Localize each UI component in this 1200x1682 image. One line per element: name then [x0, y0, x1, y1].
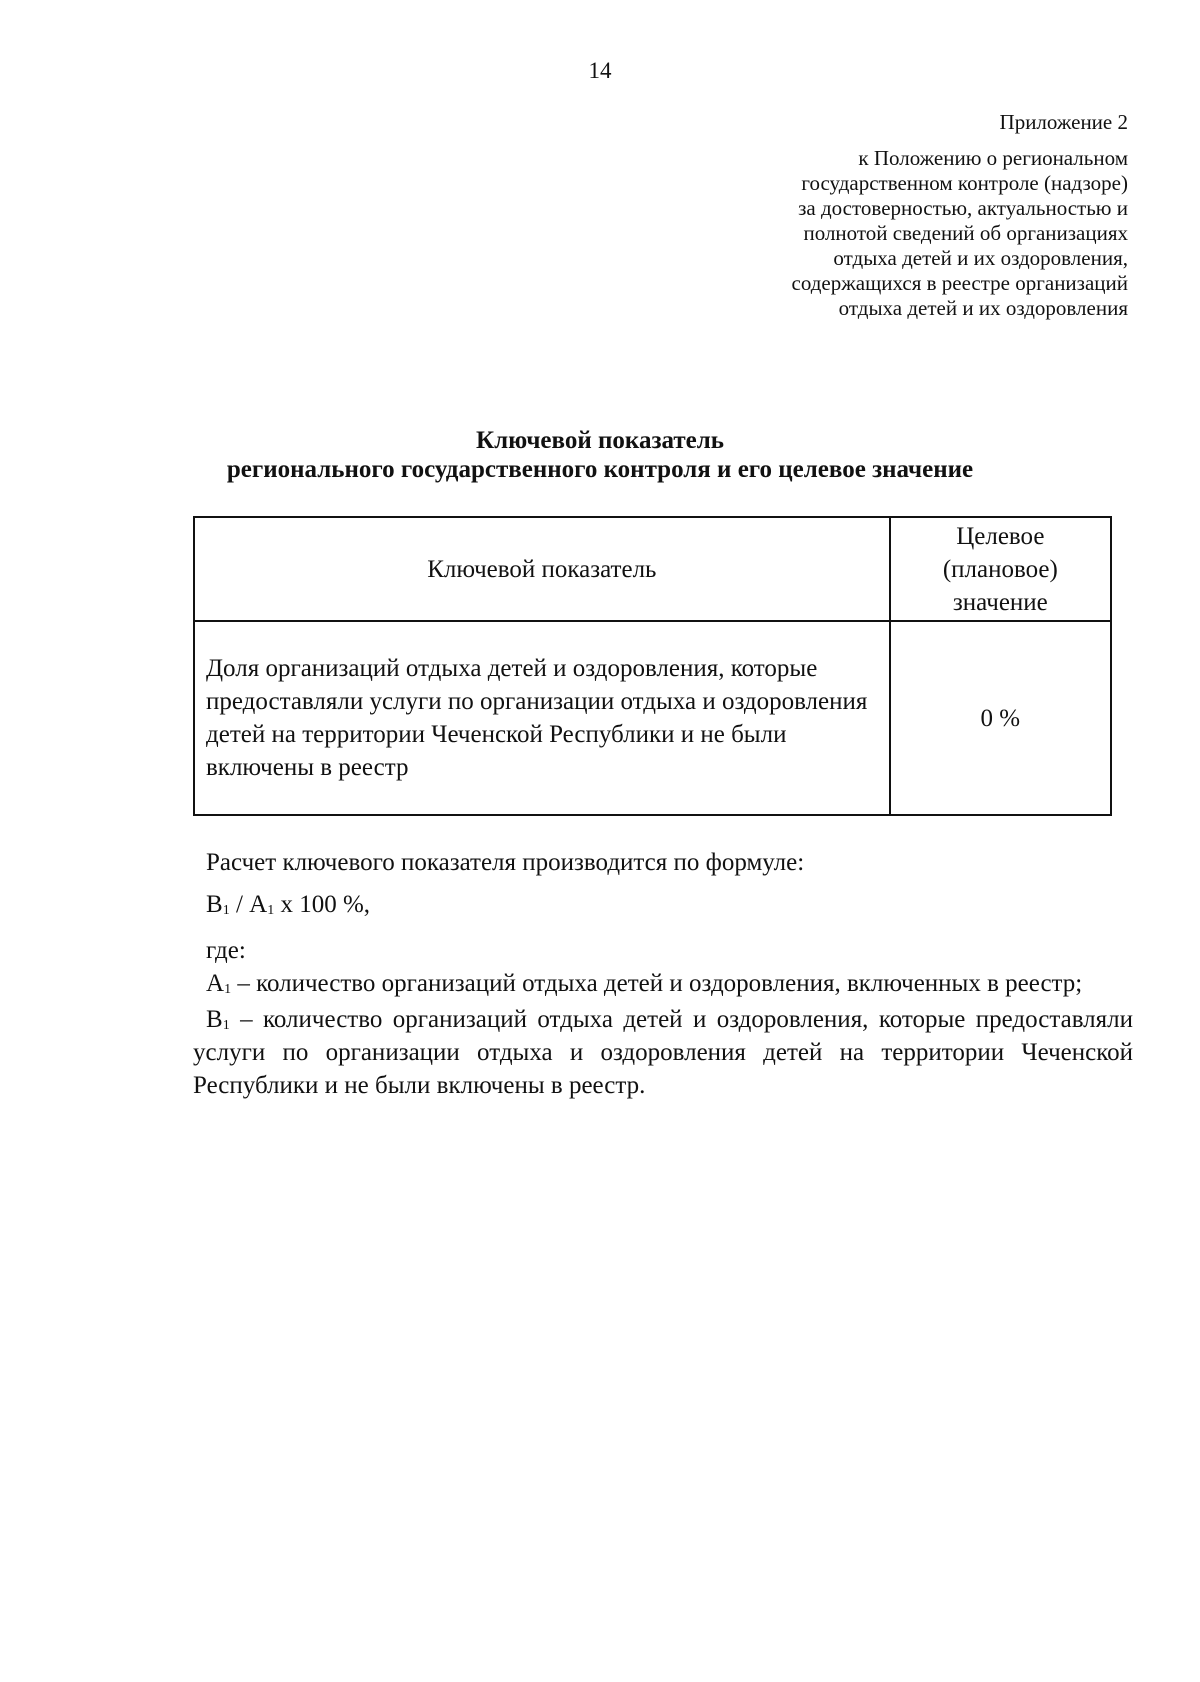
formula-slash: / А: [229, 891, 268, 918]
header-target-line: (плановое): [942, 555, 1058, 583]
appendix-reference-line: государственном контроле (надзоре): [801, 171, 1128, 195]
definition-b-text: – количество организаций отдыха детей и оздоровления, которые предоставляли услуги по организации отдыха и оздоровления детей на территории Чеченской Республики и не были включены в реестр.: [193, 1006, 1133, 1099]
indicator-cell: [194, 621, 890, 815]
formula-b: B: [206, 891, 223, 918]
target-cell: [890, 621, 1111, 815]
title-line-2: регионального государственного контроля и его целевое значение: [226, 456, 974, 483]
definition-a-symbol: А: [206, 970, 225, 997]
formula-rest: х 100 %,: [274, 891, 371, 918]
table-header-row: [194, 517, 1111, 621]
header-target-cell: [890, 517, 1111, 621]
appendix-reference-line: отдыха детей и их оздоровления,: [833, 246, 1128, 270]
formula-intro: Расчет ключевого показателя производится по формуле:: [206, 849, 805, 876]
formula: [206, 888, 1133, 921]
formula-subscript: 1: [267, 903, 275, 918]
definition-b: [193, 1003, 1133, 1102]
key-indicator-table: [193, 516, 1112, 816]
header-indicator-label: Ключевой показатель: [427, 555, 657, 583]
header-indicator-cell: [194, 517, 890, 621]
header-target-line: Целевое: [956, 522, 1045, 550]
appendix-reference-line: полнотой сведений об организациях: [803, 221, 1128, 245]
definition-subscript: 1: [224, 982, 232, 997]
where-label: где:: [206, 937, 246, 964]
appendix-reference-line: к Положению о региональном: [858, 146, 1128, 170]
title-line-1: Ключевой показатель: [476, 427, 724, 454]
indicator-text: Доля организаций отдыха детей и оздоровления, которые предоставляли услуги по организации отдыха и оздоровления детей на территории Чеченской Республики и не были включены в реестр: [206, 655, 868, 781]
table-row: [194, 621, 1111, 815]
appendix-label: Приложение 2: [999, 110, 1128, 134]
header-target-line: значение: [952, 588, 1048, 616]
definition-subscript: 1: [222, 1018, 230, 1033]
definition-b-symbol: B: [206, 1006, 223, 1033]
appendix-reference-line: отдыха детей и их оздоровления: [838, 296, 1128, 320]
document-title: [0, 426, 1200, 484]
definition-a-text: – количество организаций отдыха детей и оздоровления, включенных в реестр;: [231, 970, 1083, 997]
formula-section: [193, 846, 1133, 1102]
appendix-reference: [708, 146, 1128, 321]
appendix-reference-line: содержащихся в реестре организаций: [791, 271, 1128, 295]
formula-subscript: 1: [222, 903, 230, 918]
page-number: 14: [588, 58, 612, 83]
target-value: 0 %: [980, 704, 1021, 732]
appendix-reference-line: за достоверностью, актуальностью и: [798, 196, 1128, 220]
definition-a: [193, 967, 1133, 1000]
